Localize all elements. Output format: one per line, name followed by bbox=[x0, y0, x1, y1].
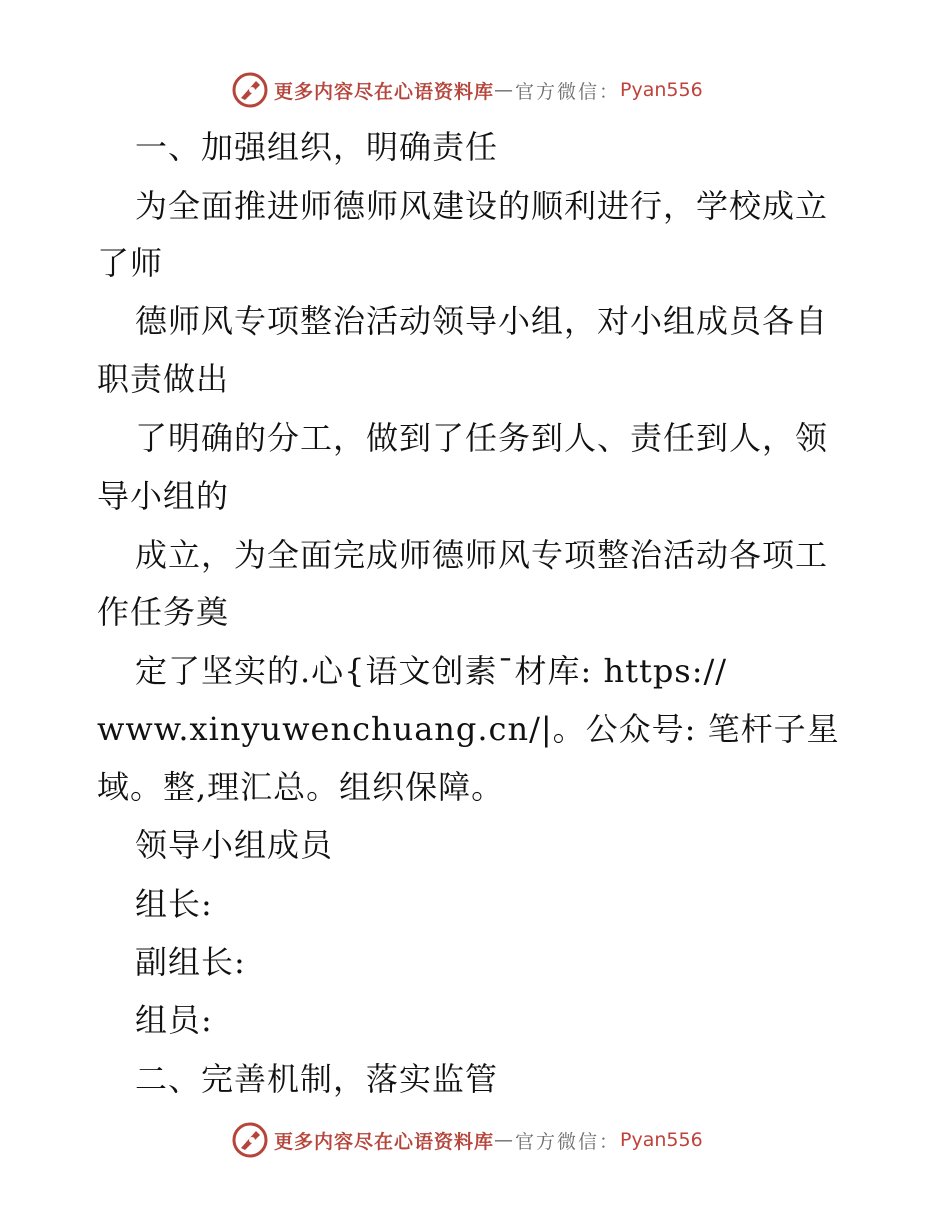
paragraph-line: 定了坚实的.心{语文创素¯材库: https:// bbox=[135, 652, 728, 690]
paragraph-line: 职责做出 bbox=[97, 360, 230, 398]
paragraph-line: 德师风专项整治活动领导小组，对小组成员各自 bbox=[135, 302, 829, 340]
paragraph-line: 作任务奠 bbox=[97, 593, 230, 631]
banner-title: 更多内容尽在心语资料库 bbox=[274, 1130, 495, 1153]
paragraph-line: 导小组的 bbox=[97, 477, 230, 515]
banner-label: 官方微信： bbox=[515, 1130, 621, 1153]
header-banner bbox=[232, 70, 703, 110]
deputy-leader-field: 副组长: bbox=[135, 943, 246, 981]
banner-title: 更多内容尽在心语资料库 bbox=[274, 80, 495, 103]
paragraph-line: www.xinyuwenchuang.cn/|。公众号: 笔杆子星 bbox=[97, 710, 840, 748]
leader-field: 组长: bbox=[135, 885, 213, 923]
banner-wechat-id: Pyan556 bbox=[620, 79, 703, 101]
pen-seal-logo-icon bbox=[232, 1122, 268, 1158]
paragraph-line: 了师 bbox=[97, 244, 164, 282]
paragraph-line: 域。整,理汇总。组织保障。 bbox=[97, 768, 505, 806]
section-heading-2: 二、完善机制，落实监管 bbox=[135, 1060, 499, 1098]
members-field: 组员: bbox=[135, 1001, 213, 1039]
section-heading-1: 一、加强组织，明确责任 bbox=[135, 128, 499, 166]
committee-title: 领导小组成员 bbox=[135, 826, 334, 864]
banner-dash: — bbox=[494, 1129, 516, 1151]
banner-wechat-id: Pyan556 bbox=[620, 1129, 703, 1151]
footer-banner bbox=[232, 1120, 703, 1160]
banner-label: 官方微信： bbox=[515, 80, 621, 103]
pen-seal-logo-icon bbox=[232, 72, 268, 108]
paragraph-line: 了明确的分工，做到了任务到人、责任到人，领 bbox=[135, 419, 829, 457]
paragraph-line: 成立，为全面完成师德师风专项整治活动各项工 bbox=[135, 536, 829, 574]
paragraph-line: 为全面推进师德师风建设的顺利进行，学校成立 bbox=[135, 187, 829, 225]
banner-dash: — bbox=[494, 79, 516, 101]
